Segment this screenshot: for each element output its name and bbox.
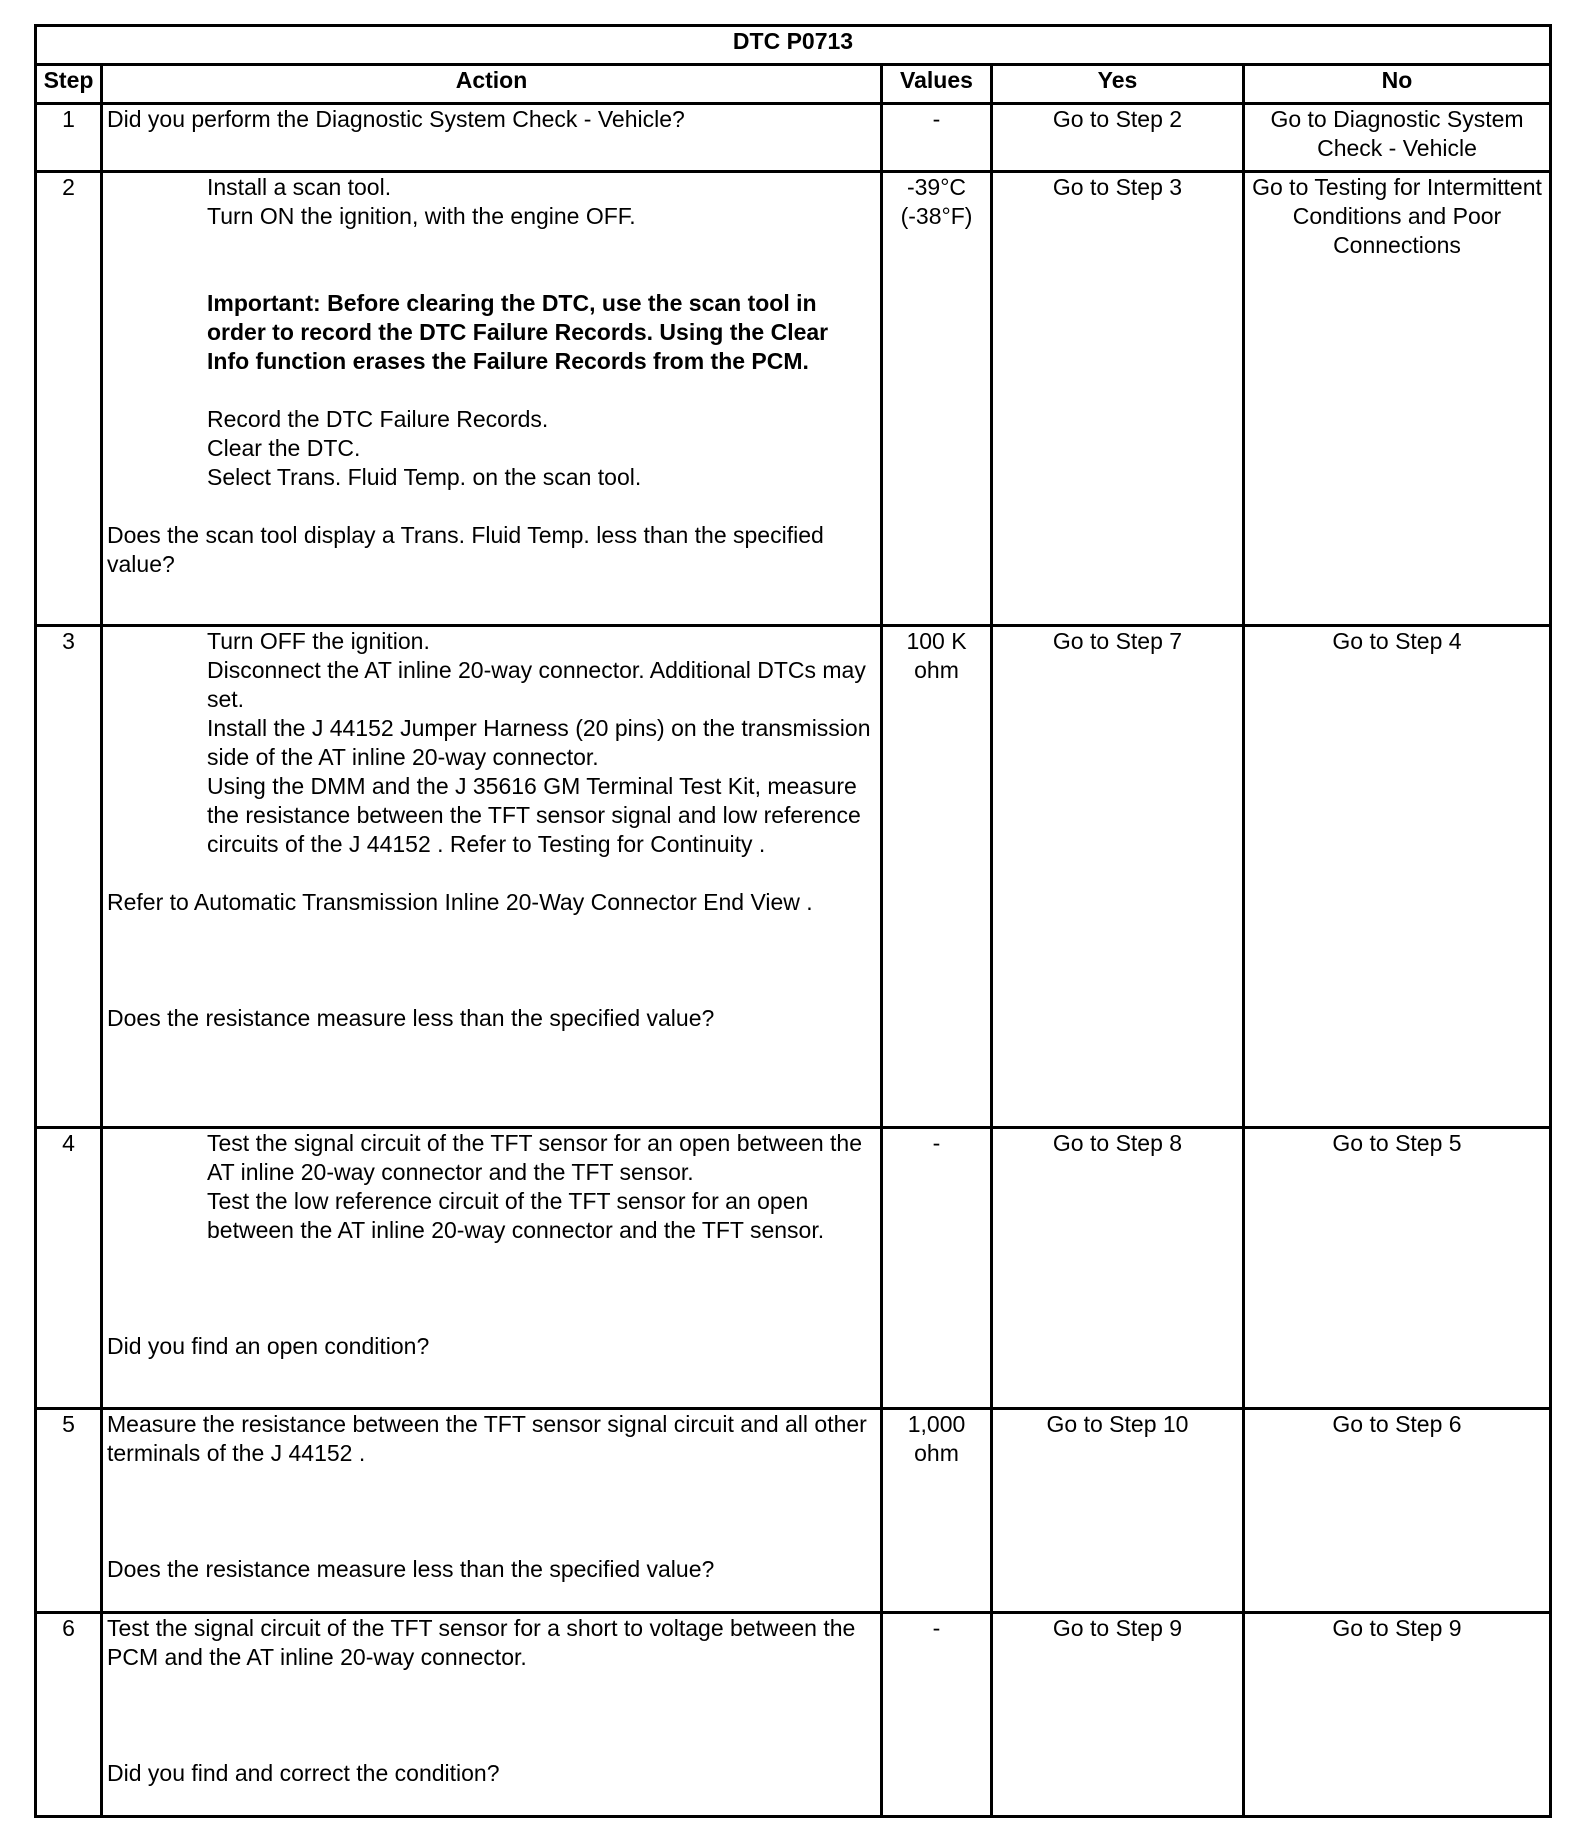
yes-cell: Go to Step 10: [992, 1409, 1244, 1613]
action-cell: [102, 1613, 882, 1817]
table-row: [36, 626, 1551, 1128]
yes-cell: Go to Step 3: [992, 172, 1244, 626]
table-row: [36, 104, 1551, 172]
header-action: Action: [102, 65, 882, 104]
value-cell: -39°C (-38°F): [882, 172, 992, 626]
instruction-text: Test the signal circuit of the TFT sensor for an open between the AT inline 20-way connector and the TFT sensor.: [207, 1130, 863, 1185]
dtc-table: [34, 24, 1552, 1818]
value-cell: 100 K ohm: [882, 626, 992, 1128]
instruction-text: Install a scan tool.: [207, 174, 392, 200]
instruction-text: Disconnect the AT inline 20-way connector. Additional DTCs may set.: [207, 657, 866, 712]
no-cell: Go to Step 5: [1244, 1128, 1551, 1409]
question-text: Does the scan tool display a Trans. Fluid Temp. less than the specified value?: [107, 522, 824, 577]
no-cell: Go to Step 6: [1244, 1409, 1551, 1613]
instruction-text: Turn OFF the ignition.: [207, 628, 430, 654]
header-no: No: [1244, 65, 1551, 104]
diagnostic-page: [34, 24, 1549, 1818]
yes-cell: Go to Step 8: [992, 1128, 1244, 1409]
step-number: 5: [36, 1409, 102, 1613]
value-cell: -: [882, 1613, 992, 1817]
step-number: 2: [36, 172, 102, 626]
step-number: 1: [36, 104, 102, 172]
action-cell: [102, 1409, 882, 1613]
question-text: Did you perform the Diagnostic System Check - Vehicle?: [107, 106, 685, 132]
no-cell: Go to Diagnostic System Check - Vehicle: [1244, 104, 1551, 172]
instruction-text: Record the DTC Failure Records.: [207, 406, 549, 432]
yes-cell: Go to Step 9: [992, 1613, 1244, 1817]
instruction-text: Measure the resistance between the TFT sensor signal circuit and all other terminals of the J 44152 .: [107, 1411, 867, 1466]
no-cell: Go to Step 4: [1244, 626, 1551, 1128]
value-cell: -: [882, 104, 992, 172]
action-cell: [102, 172, 882, 626]
instruction-text: Test the low reference circuit of the TFT sensor for an open between the AT inline 20-way connector and the TFT sensor.: [207, 1188, 825, 1243]
table-row: [36, 172, 1551, 626]
reference-note: Refer to Automatic Transmission Inline 20-Way Connector End View .: [107, 889, 813, 915]
important-notice: Important: Before clearing the DTC, use the scan tool in order to record the DTC Failure Records. Using the Clear Info function erases the Failure Records from the PCM.: [207, 290, 829, 374]
table-row: [36, 1409, 1551, 1613]
instruction-text: Clear the DTC.: [207, 435, 361, 461]
question-text: Did you find an open condition?: [107, 1333, 430, 1359]
question-text: Does the resistance measure less than the specified value?: [107, 1005, 715, 1031]
action-cell: [102, 626, 882, 1128]
value-cell: -: [882, 1128, 992, 1409]
header-step: Step: [36, 65, 102, 104]
table-row: [36, 1613, 1551, 1817]
instruction-text: Select Trans. Fluid Temp. on the scan tool.: [207, 464, 642, 490]
step-number: 6: [36, 1613, 102, 1817]
table-title: DTC P0713: [36, 26, 1551, 65]
yes-cell: Go to Step 2: [992, 104, 1244, 172]
instruction-text: Install the J 44152 Jumper Harness (20 pins) on the transmission side of the AT inline 20-way connector.: [207, 715, 871, 770]
no-cell: Go to Testing for Intermittent Conditions and Poor Connections: [1244, 172, 1551, 626]
step-number: 4: [36, 1128, 102, 1409]
table-row: [36, 1128, 1551, 1409]
action-cell: [102, 1128, 882, 1409]
question-text: Did you find and correct the condition?: [107, 1760, 500, 1786]
question-text: Does the resistance measure less than the specified value?: [107, 1556, 715, 1582]
header-values: Values: [882, 65, 992, 104]
yes-cell: Go to Step 7: [992, 626, 1244, 1128]
step-number: 3: [36, 626, 102, 1128]
header-row: [36, 65, 1551, 104]
no-cell: Go to Step 9: [1244, 1613, 1551, 1817]
value-cell: 1,000 ohm: [882, 1409, 992, 1613]
header-yes: Yes: [992, 65, 1244, 104]
instruction-text: Test the signal circuit of the TFT sensor for a short to voltage between the PCM and the AT inline 20-way connector.: [107, 1615, 856, 1670]
action-cell: [102, 104, 882, 172]
instruction-text: Turn ON the ignition, with the engine OFF.: [207, 203, 636, 229]
instruction-text: Using the DMM and the J 35616 GM Terminal Test Kit, measure the resistance between the TFT sensor signal and low reference circuits of the J 44152 . Refer to Testing for Continuity .: [207, 773, 861, 857]
